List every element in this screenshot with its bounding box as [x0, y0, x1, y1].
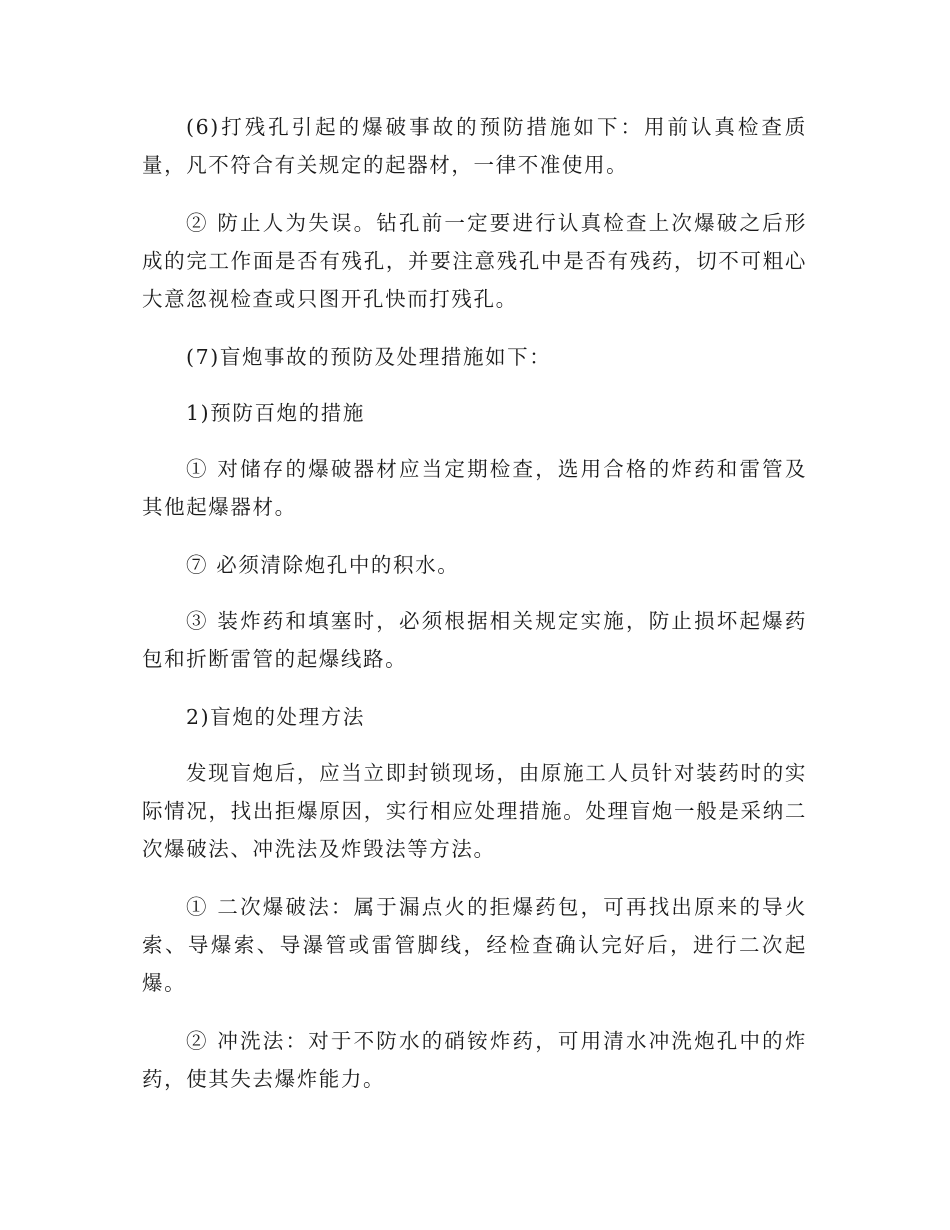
paragraph: (6)打残孔引起的爆破事故的预防措施如下：用前认真检查质量，凡不符合有关规定的起器材，一律不准使用。: [142, 115, 807, 177]
subsection-heading: 2)盲炮的处理方法: [186, 705, 365, 729]
paragraph: ⑦ 必须清除炮孔中的积水。: [186, 553, 460, 577]
paragraph: ② 防止人为失误。钻孔前一定要进行认真检查上次爆破之后形成的完工作面是否有残孔，并要注意残孔中是否有残药，切不可粗心大意忽视检查或只图开孔快而打残孔。: [142, 211, 807, 311]
paragraph: ③ 装炸药和填塞时，必须根据相关规定实施，防止损坏起爆药包和折断雷管的起爆线路。: [142, 609, 807, 671]
subsection-heading: 1)预防百炮的措施: [186, 401, 365, 425]
paragraph: ① 二次爆破法：属于漏点火的拒爆药包，可再找出原来的导火索、导爆索、导瀑管或雷管脚线，经检查确认完好后，进行二次起爆。: [142, 895, 807, 995]
paragraph: ① 对储存的爆破器材应当定期检查，选用合格的炸药和雷管及其他起爆器材。: [142, 457, 807, 519]
paragraph: ② 冲洗法：对于不防水的硝铵炸药，可用清水冲洗炮孔中的炸药，使其失去爆炸能力。: [142, 1029, 807, 1091]
document-body: [142, 108, 807, 1118]
section-heading: (7)盲炮事故的预防及处理措施如下：: [186, 345, 552, 369]
paragraph: 发现盲炮后，应当立即封锁现场，由原施工人员针对装药时的实际情况，找出拒爆原因，实行相应处理措施。处理盲炮一般是采纳二次爆破法、冲洗法及炸毁法等方法。: [142, 761, 807, 861]
